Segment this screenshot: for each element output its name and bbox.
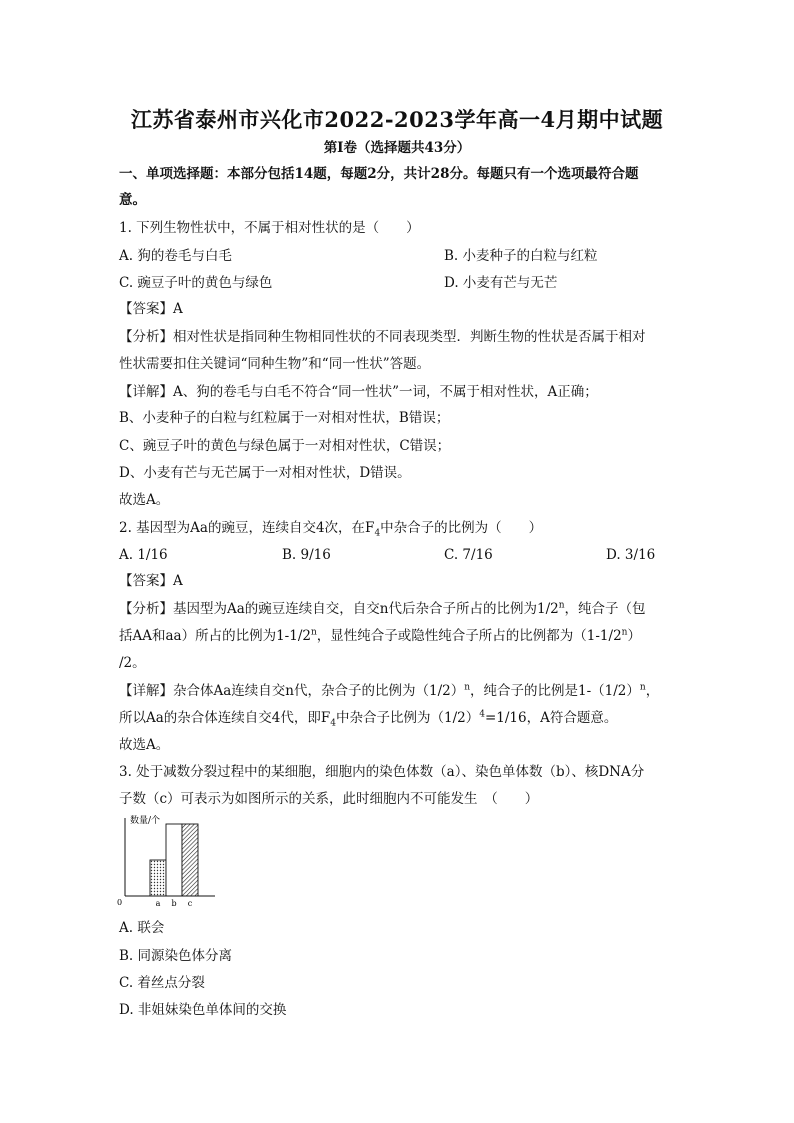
q1-detail-b: B、小麦种子的白粒与红粒属于一对相对性状，B错误； (119, 410, 450, 426)
q1-option-d: D. 小麦有芒与无芒 (444, 275, 558, 291)
tick-label-b: b (171, 899, 177, 908)
q1-conclusion: 故选A。 (119, 492, 170, 508)
bar-chart (117, 812, 217, 912)
origin-label: 0 (117, 898, 123, 907)
bar-a (150, 860, 166, 896)
q2-option-b: B. 9/16 (282, 547, 331, 563)
q2-analysis: 【分析】基因型为Aa的豌豆连续自交，自交n代后杂合子所占的比例为1/2$^n$，纯合子（包 (119, 600, 646, 617)
q2-stem: 2. 基因型为Aa的豌豆，连续自交4次，在$F_4$中杂合子的比例为（ ） (119, 520, 543, 539)
section-instruction: 一、单项选择题：本部分包括14题，每题2分，共计28分。每题只有一个选项最符合题 (119, 166, 639, 182)
q2-analysis-end: /2。 (119, 655, 146, 671)
q2-detail: 【详解】杂合体Aa连续自交n代，杂合子的比例为$(1/2)^n$，纯合子的比例是$1-(1/2)^n$， (119, 682, 660, 699)
tick-label-c: c (187, 899, 193, 908)
y-axis-label: 数量/个 (130, 816, 161, 826)
q1-stem: 1. 下列生物性状中，不属于相对性状的是（ ） (119, 220, 420, 236)
q3-option-b: B. 同源染色体分离 (119, 948, 233, 964)
q1-analysis: 【分析】相对性状是指同种生物相同性状的不同表现类型．判断生物的性状是否属于相对 (119, 329, 646, 345)
q2-detail-cont: 所以Aa的杂合体连续自交4代，即$F_4$中杂合子比例为$(1/2)^4=1/16$，A符合题意。 (119, 709, 618, 729)
page-title: 江苏省泰州市兴化市2022-2023学年高一4月期中试题 (130, 107, 664, 132)
q3-option-d: D. 非姐妹染色单体间的交换 (119, 1002, 287, 1018)
q2-conclusion: 故选A。 (119, 737, 170, 753)
q1-detail-c: C、豌豆子叶的黄色与绿色属于一对相对性状，C错误； (119, 438, 451, 454)
q1-detail-d: D、小麦有芒与无芒属于一对相对性状，D错误。 (119, 465, 411, 481)
q1-option-c: C. 豌豆子叶的黄色与绿色 (119, 275, 273, 291)
bar-c (182, 824, 198, 896)
q2-option-a: A. 1/16 (119, 547, 168, 563)
q2-option-c: C. 7/16 (444, 547, 493, 563)
q1-option-b: B. 小麦种子的白粒与红粒 (444, 248, 598, 264)
tick-label-a: a (155, 899, 161, 908)
q2-answer: 【答案】A (119, 573, 183, 589)
q2-option-d: D. 3/16 (606, 547, 656, 563)
q1-detail: 【详解】A、狗的卷毛与白毛不符合“同一性状”一词，不属于相对性状，A正确； (119, 384, 598, 400)
q3-option-c: C. 着丝点分裂 (119, 975, 205, 991)
q3-stem: 3. 处于减数分裂过程中的某细胞，细胞内的染色体数（a）、染色单体数（b）、核DNA分 (119, 764, 645, 780)
q1-answer: 【答案】A (119, 301, 183, 317)
q3-stem-cont: 子数（c）可表示为如图所示的关系，此时细胞内不可能发生 （ ） (119, 791, 539, 807)
section-instruction-cont: 意。 (119, 192, 146, 208)
q3-option-a: A. 联会 (119, 920, 165, 936)
page-subtitle: 第Ⅰ卷（选择题共43分） (323, 140, 471, 156)
q1-option-a: A. 狗的卷毛与白毛 (119, 248, 232, 264)
q1-analysis-cont: 性状需要扣住关键词“同种生物”和“同一性状”答题。 (119, 356, 431, 372)
bar-b (166, 824, 182, 896)
q2-analysis-cont: 括AA和aa）所占的比例为1-1/2$^n$，显性纯合子或隐性纯合子所占的比例都为（1-1/2$^n$） (119, 627, 641, 644)
